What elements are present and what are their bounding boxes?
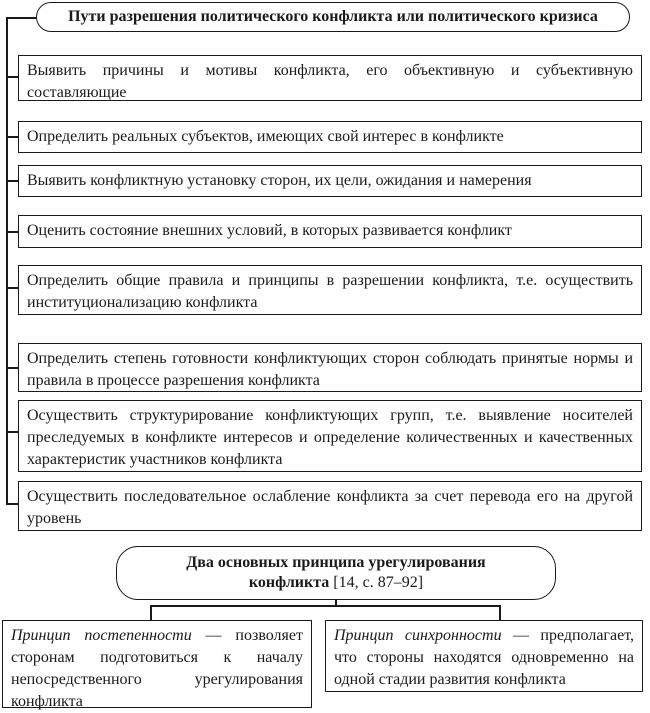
connector-step-1 [6,76,18,78]
branch-right-drop [499,605,501,620]
step-box-6 [18,343,642,392]
step-box-8 [18,481,642,531]
step-text: Определить общие правила и принципы в разрешении конфликта, т.е. осуществить институционализацию конфликта [27,272,633,311]
principles-title-line2: конфликта [248,574,330,591]
main-title [36,2,630,32]
connector-step-3 [6,180,18,182]
branch-horizontal [150,605,500,607]
step-text: Выявить конфликтную установку сторон, их цели, ожидания и намерения [27,172,532,189]
branch-left-drop [150,605,152,620]
principle-box-synchronicity [325,620,643,692]
connector-step-7 [6,431,18,433]
step-text: Осуществить структурирование конфликтующих групп, т.е. выявление носителей преследуемых в конфликте интересов и определение количественных и качественных характеристик участников конфликта [27,407,633,468]
principle-name: Принцип синхронности [334,627,502,644]
step-box-1 [18,55,642,101]
connector-step-5 [6,287,18,289]
step-box-5 [18,265,642,315]
connector-step-6 [6,367,18,369]
principle-box-gradualness [2,620,312,708]
step-box-7 [18,400,642,472]
step-text: Осуществить последовательное ослабление конфликта за счет перевода его на другой уровень [27,488,633,527]
principle-description: — предполагает, что стороны находятся одновременно на одной стадии развития конфликта [334,627,634,688]
principle-name: Принцип постепенности [11,627,192,644]
step-box-4 [18,215,642,248]
main-title-text: Пути разрешения политического конфликта или политического кризиса [68,8,598,25]
principles-title-line1: Два основных принципа урегулирования [186,554,486,571]
step-text: Определить реальных субъектов, имеющих свой интерес в конфликте [27,128,504,145]
step-text: Определить степень готовности конфликтующих сторон соблюдать принятые нормы и правила в процессе разрешения конфликта [27,350,633,389]
connector-title [6,17,36,19]
step-box-3 [18,165,642,197]
step-text: Выявить причины и мотивы конфликта, его объективную и субъективную составляющие [27,62,633,101]
step-text: Оценить состояние внешних условий, в которых развивается конфликт [27,222,512,239]
principles-title-reference: [14, с. 87–92] [329,574,424,591]
connector-step-2 [6,136,18,138]
step-box-2 [18,121,642,153]
connector-step-4 [6,231,18,233]
principle-description: — позволяет сторонам подготовиться к началу непосредственного урегулирования конфликта [11,627,303,710]
connector-step-8 [6,503,18,505]
principles-title [116,546,556,600]
